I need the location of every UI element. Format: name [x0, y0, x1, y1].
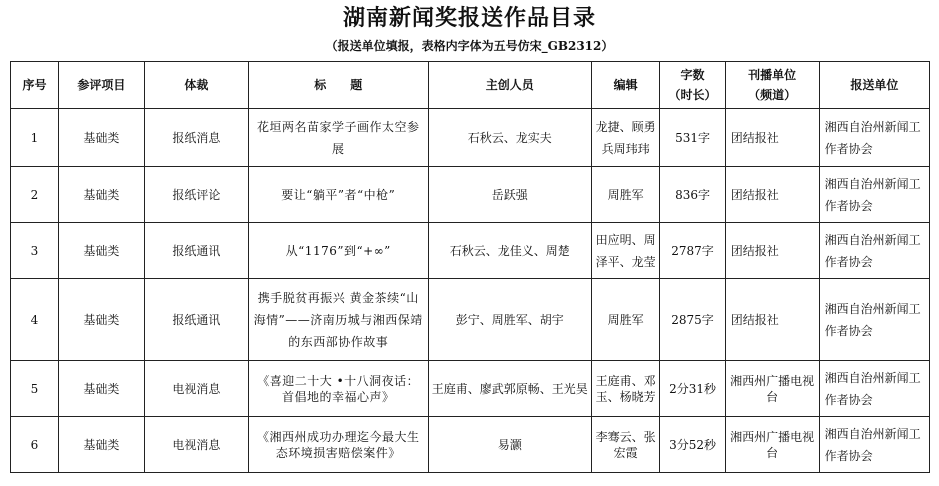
cell-editor: 田应明、周泽平、龙莹 [591, 223, 659, 279]
cell-category: 基础类 [58, 223, 144, 279]
cell-index: 2 [11, 167, 59, 223]
table-header-row [11, 62, 930, 109]
table-row [11, 417, 930, 473]
cell-submitter: 湘西自治州新闻工作者协会 [819, 109, 929, 167]
table-row [11, 109, 930, 167]
table-row [11, 279, 930, 361]
works-table [10, 61, 930, 473]
cell-publisher: 湘西州广播电视台 [725, 417, 819, 473]
cell-category: 基础类 [58, 279, 144, 361]
cell-creators: 易灏 [428, 417, 591, 473]
cell-work-title: 《湘西州成功办理迄今最大生态环境损害赔偿案件》 [248, 417, 428, 473]
cell-category: 基础类 [58, 167, 144, 223]
cell-editor: 周胜军 [591, 279, 659, 361]
cell-work-title: 要让“躺平”者“中枪” [248, 167, 428, 223]
cell-genre: 报纸评论 [144, 167, 248, 223]
cell-index: 5 [11, 361, 59, 417]
cell-index: 6 [11, 417, 59, 473]
cell-creators: 王庭甫、廖武郭原畅、王光昊 [428, 361, 591, 417]
header-genre: 体裁 [144, 62, 248, 109]
cell-index: 3 [11, 223, 59, 279]
cell-category: 基础类 [58, 417, 144, 473]
table-row [11, 167, 930, 223]
cell-submitter: 湘西自治州新闻工作者协会 [819, 279, 929, 361]
cell-publisher: 团结报社 [725, 167, 819, 223]
cell-publisher: 团结报社 [725, 223, 819, 279]
cell-editor: 王庭甫、邓玉、杨晓芳 [591, 361, 659, 417]
cell-category: 基础类 [58, 361, 144, 417]
cell-genre: 电视消息 [144, 361, 248, 417]
cell-creators: 石秋云、龙实夫 [428, 109, 591, 167]
table-row [11, 361, 930, 417]
header-creators: 主创人员 [428, 62, 591, 109]
cell-length: 2分31秒 [660, 361, 725, 417]
cell-submitter: 湘西自治州新闻工作者协会 [819, 223, 929, 279]
page-subtitle: （报送单位填报，表格内字体为五号仿宋_GB2312） [325, 39, 614, 53]
table-row [11, 223, 930, 279]
cell-work-title: 花垣两名苗家学子画作太空参展 [248, 109, 428, 167]
cell-creators: 彭宁、周胜军、胡宇 [428, 279, 591, 361]
header-index: 序号 [11, 62, 59, 109]
cell-genre: 报纸通讯 [144, 279, 248, 361]
cell-publisher: 湘西州广播电视台 [725, 361, 819, 417]
cell-index: 1 [11, 109, 59, 167]
cell-submitter: 湘西自治州新闻工作者协会 [819, 361, 929, 417]
cell-length: 2875字 [660, 279, 725, 361]
header-publisher [725, 62, 819, 109]
header-publisher-line2: （频道） [748, 88, 797, 102]
cell-length: 531字 [660, 109, 725, 167]
header-length-line2: （时长） [668, 88, 717, 102]
cell-creators: 石秋云、龙佳义、周楚 [428, 223, 591, 279]
cell-genre: 报纸消息 [144, 109, 248, 167]
cell-submitter: 湘西自治州新闻工作者协会 [819, 167, 929, 223]
header-length [660, 62, 725, 109]
cell-submitter: 湘西自治州新闻工作者协会 [819, 417, 929, 473]
header-editor: 编辑 [591, 62, 659, 109]
cell-editor: 龙捷、顾勇兵周玮玮 [591, 109, 659, 167]
cell-publisher: 团结报社 [725, 279, 819, 361]
cell-publisher: 团结报社 [725, 109, 819, 167]
cell-genre: 报纸通讯 [144, 223, 248, 279]
cell-length: 836字 [660, 167, 725, 223]
cell-length: 3分52秒 [660, 417, 725, 473]
cell-work-title: 携手脱贫再振兴 黄金茶续“山海情”——济南历城与湘西保靖的东西部协作故事 [248, 279, 428, 361]
cell-category: 基础类 [58, 109, 144, 167]
header-submitter: 报送单位 [819, 62, 929, 109]
cell-work-title: 《喜迎二十大 •十八洞夜话：首倡地的幸福心声》 [248, 361, 428, 417]
header-publisher-line1: 刊播单位 [748, 68, 797, 82]
header-work-title: 标 题 [248, 62, 428, 109]
page-title: 湖南新闻奖报送作品目录 [342, 6, 596, 31]
cell-editor: 周胜军 [591, 167, 659, 223]
header-length-line1: 字数 [680, 68, 705, 82]
cell-editor: 李骞云、张宏霞 [591, 417, 659, 473]
cell-length: 2787字 [660, 223, 725, 279]
cell-index: 4 [11, 279, 59, 361]
cell-genre: 电视消息 [144, 417, 248, 473]
cell-creators: 岳跃强 [428, 167, 591, 223]
header-category: 参评项目 [58, 62, 144, 109]
cell-work-title: 从“1176”到“+∞” [248, 223, 428, 279]
